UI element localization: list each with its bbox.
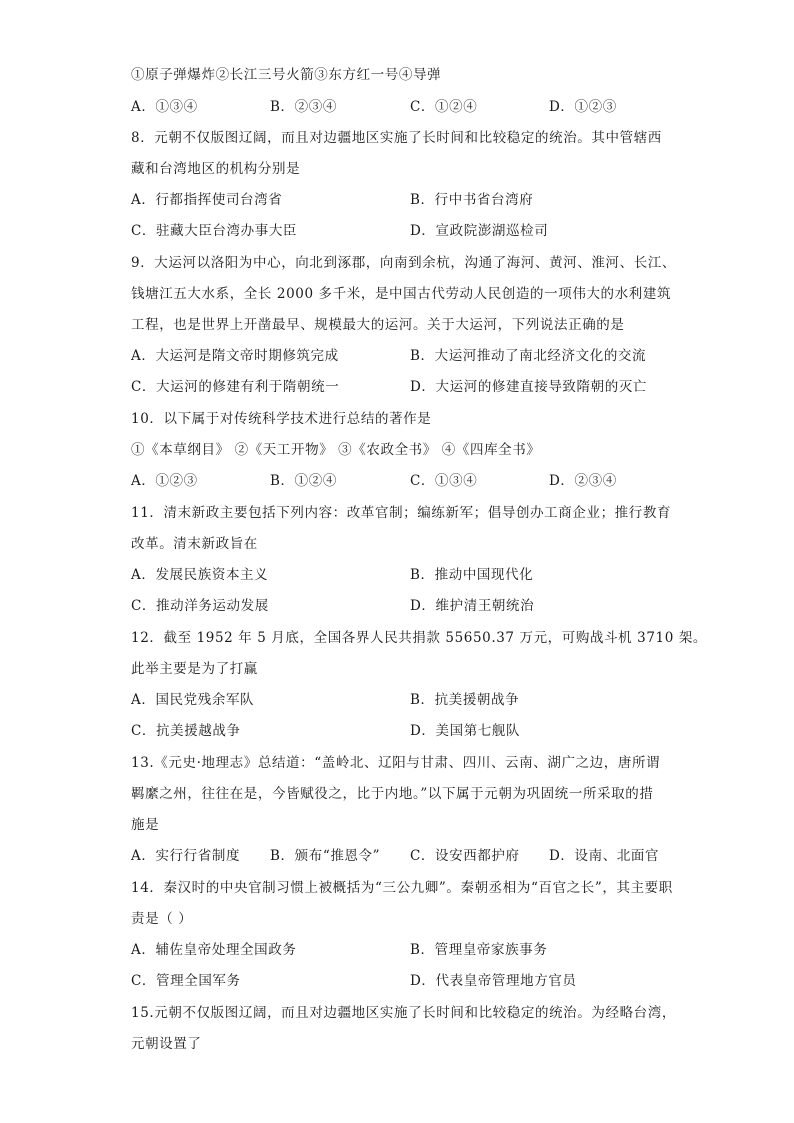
q14-option-b: B．管理皇帝家族事务 xyxy=(410,942,548,958)
q13-stem-line-1: 13.《元史·地理志》总结道：“盖岭北、辽阳与甘肃、四川、云南、湖广之边，唐所谓 xyxy=(131,755,661,771)
q12-option-a: A．国民党残余军队 xyxy=(131,692,255,708)
q9-option-c: C．大运河的修建有利于隋朝统一 xyxy=(131,379,340,395)
q13-stem-line-3: 施是 xyxy=(131,817,160,833)
q13-option-c: C．设安西都护府 xyxy=(410,848,520,864)
q7-option-d: D．①②③ xyxy=(549,99,617,115)
q10-option-b: B．①②④ xyxy=(270,473,337,489)
q10-items: ①《本草纲目》 ②《天工开物》 ③《农政全书》 ④《四库全书》 xyxy=(131,442,541,458)
q13-option-a: A．实行行省制度 xyxy=(131,848,241,864)
q8-stem-line-2: 藏和台湾地区的机构分别是 xyxy=(131,161,301,177)
q12-stem-line-1: 12．截至 1952 年 5 月底，全国各界人民共捐款 55650.37 万元，可购战斗机 3710 架。 xyxy=(131,630,708,646)
q8-option-a: A．行都指挥使司台湾省 xyxy=(131,192,283,208)
q12-option-b: B．抗美援朝战争 xyxy=(410,692,520,708)
q15-stem-line-2: 元朝设置了 xyxy=(131,1036,202,1052)
q7-option-c: C．①②④ xyxy=(410,99,478,115)
q11-option-a: A．发展民族资本主义 xyxy=(131,567,269,583)
q10-option-d: D．②③④ xyxy=(549,473,617,489)
q11-option-c: C．推动洋务运动发展 xyxy=(131,598,269,614)
q12-option-c: C．抗美援越战争 xyxy=(131,723,241,739)
q14-option-a: A．辅佐皇帝处理全国政务 xyxy=(131,942,297,958)
q8-option-d: D．宣政院澎湖巡检司 xyxy=(410,223,549,239)
q7-option-b: B．②③④ xyxy=(270,99,337,115)
q9-option-a: A．大运河是隋文帝时期修筑完成 xyxy=(131,348,339,364)
q10-option-c: C．①③④ xyxy=(410,473,478,489)
q8-option-b: B．行中书省台湾府 xyxy=(410,192,534,208)
q11-stem-line-1: 11．清末新政主要包括下列内容：改革官制；编练新军；倡导创办工商企业；推行教育 xyxy=(131,505,672,521)
q12-stem-line-2: 此举主要是为了打赢 xyxy=(131,661,258,677)
q8-stem-line-1: 8．元朝不仅版图辽阔，而且对边疆地区实施了长时间和比较稳定的统治。其中管辖西 xyxy=(131,130,662,146)
q14-stem-line-2: 责是（ ） xyxy=(131,911,193,927)
q15-stem-line-1: 15.元朝不仅版图辽阔，而且对边疆地区实施了长时间和比较稳定的统治。为经略台湾， xyxy=(131,1005,676,1021)
q11-stem-line-2: 改革。清末新政旨在 xyxy=(131,536,258,552)
q11-option-b: B．推动中国现代化 xyxy=(410,567,534,583)
q7-items: ①原子弹爆炸②长江三号火箭③东方红一号④导弹 xyxy=(131,67,442,83)
q14-option-c: C．管理全国军务 xyxy=(131,973,241,989)
q7-option-a: A．①③④ xyxy=(131,99,198,115)
q9-stem-line-3: 工程，也是世界上开凿最早、规模最大的运河。关于大运河，下列说法正确的是 xyxy=(131,317,625,333)
q9-stem-line-2: 钱塘江五大水系，全长 2000 多千米，是中国古代劳动人民创造的一项伟大的水利建筑 xyxy=(131,286,672,302)
q8-option-c: C．驻藏大臣台湾办事大臣 xyxy=(131,223,298,239)
q9-option-b: B．大运河推动了南北经济文化的交流 xyxy=(410,348,647,364)
q11-option-d: D．维护清王朝统治 xyxy=(410,598,535,614)
q12-option-d: D．美国第七舰队 xyxy=(410,723,521,739)
q13-option-b: B．颁布“推恩令” xyxy=(270,848,381,864)
q10-stem-line-1: 10．以下属于对传统科学技术进行总结的著作是 xyxy=(131,411,432,427)
q13-option-d: D．设南、北面官 xyxy=(549,848,660,864)
q14-option-d: D．代表皇帝管理地方官员 xyxy=(410,973,577,989)
q13-stem-line-2: 羁縻之州，往往在是，今皆赋役之，比于内地。”以下属于元朝为巩固统一所采取的措 xyxy=(131,786,654,802)
q9-option-d: D．大运河的修建直接导致隋朝的灭亡 xyxy=(410,379,648,395)
q10-option-a: A．①②③ xyxy=(131,473,198,489)
q9-stem-line-1: 9．大运河以洛阳为中心，向北到涿郡，向南到余杭，沟通了海河、黄河、淮河、长江、 xyxy=(131,255,676,271)
q14-stem-line-1: 14．秦汉时的中央官制习惯上被概括为“三公九卿”。秦朝丞相为“百官之长”，其主要职 xyxy=(131,880,673,896)
